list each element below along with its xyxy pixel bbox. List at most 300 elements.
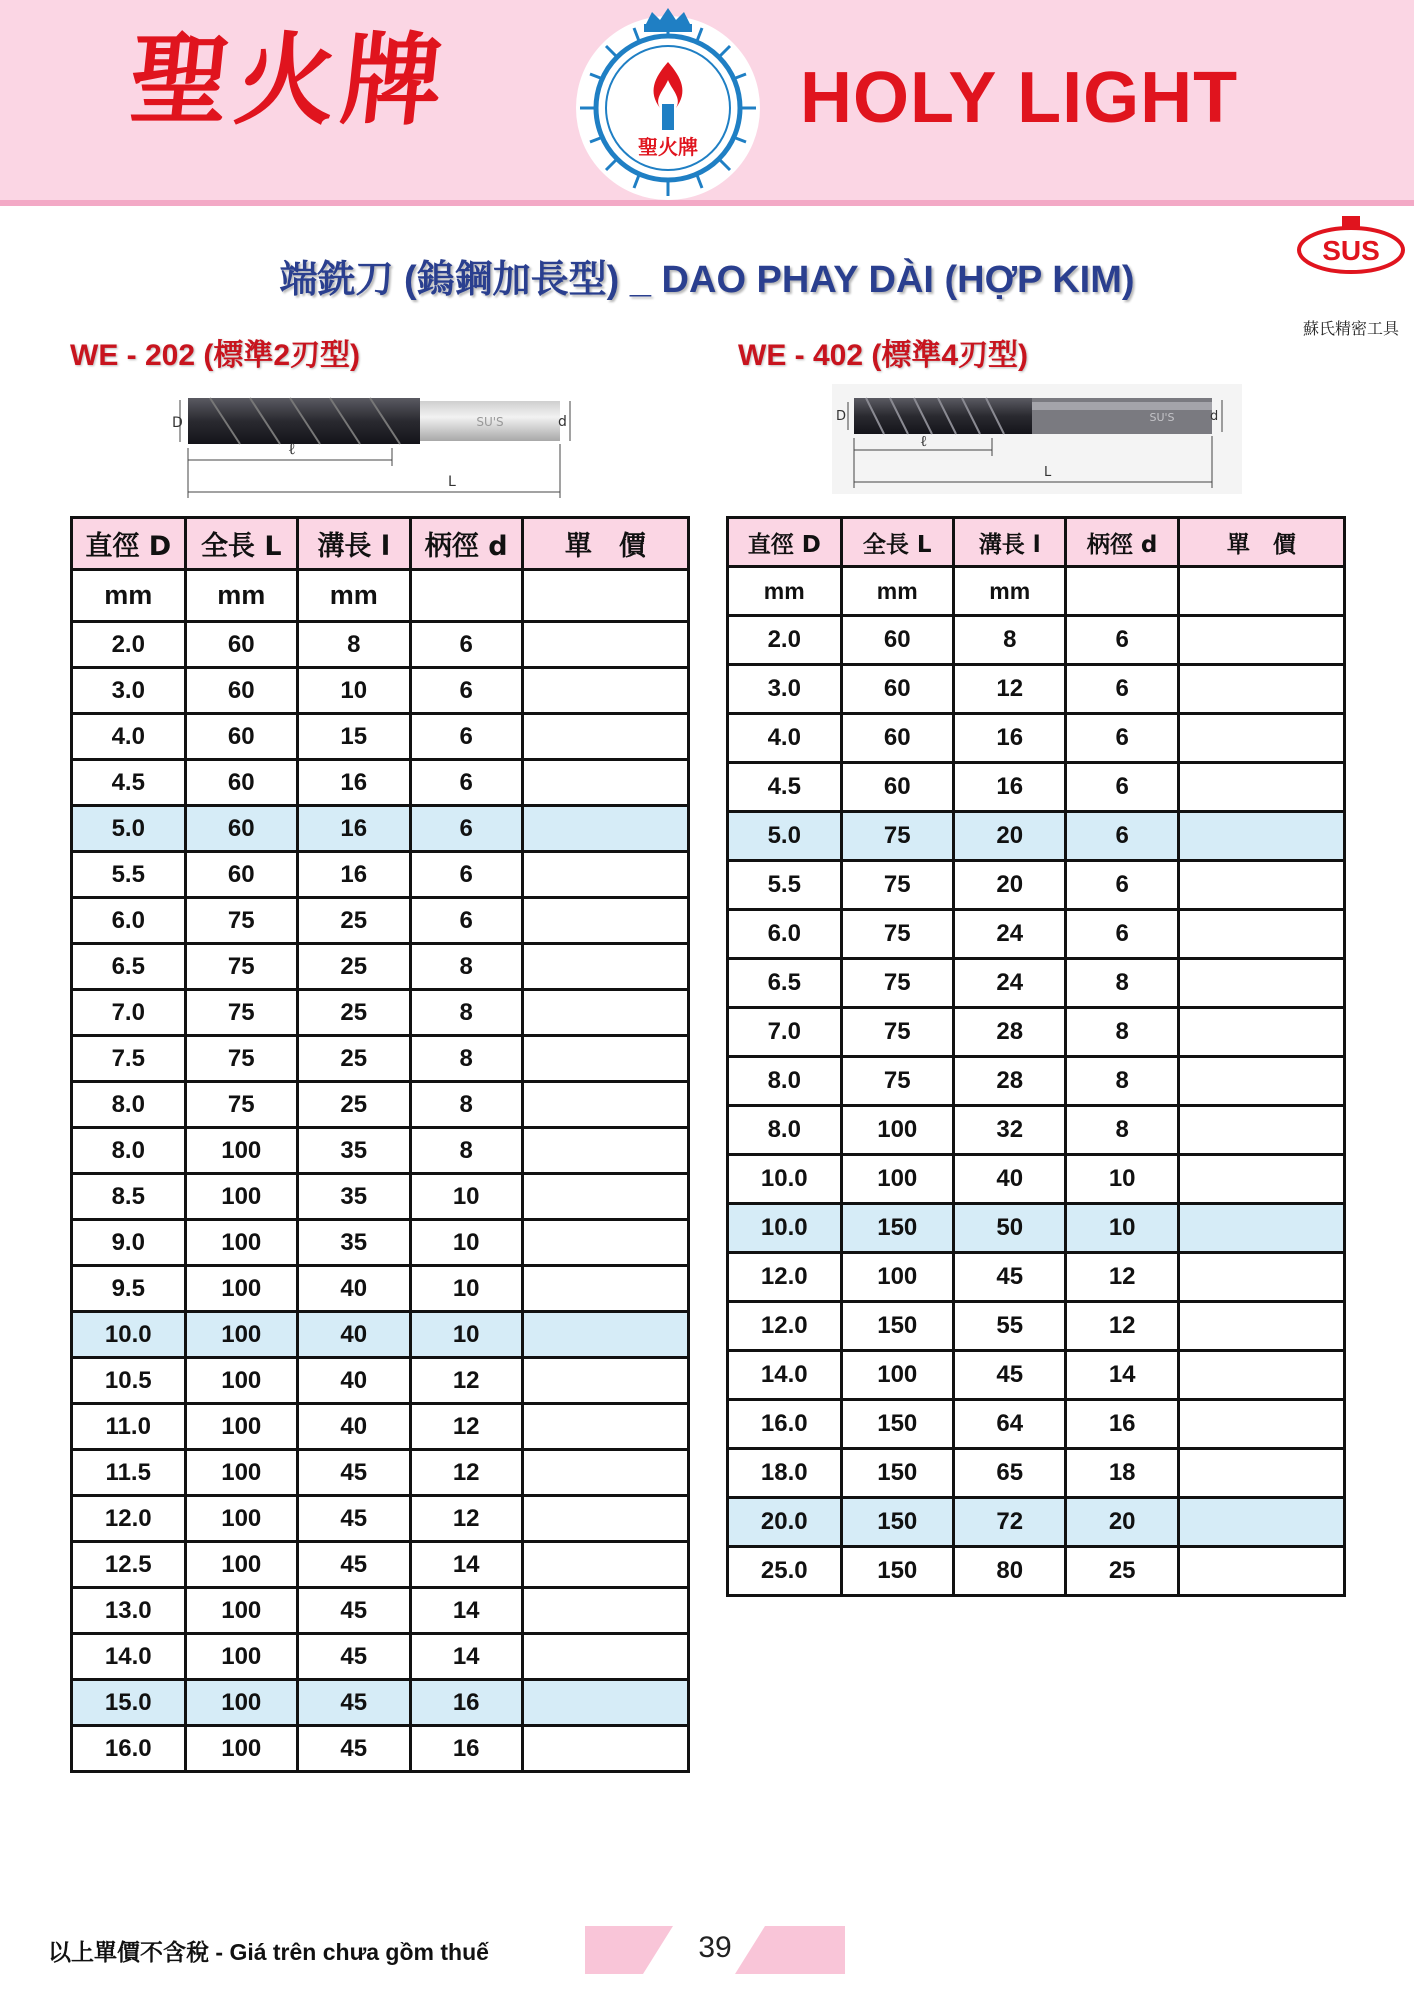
table-row	[72, 668, 689, 714]
spec-cell: 12	[410, 1450, 522, 1496]
spec-cell: 28	[954, 1008, 1066, 1057]
spec-cell: 100	[185, 1680, 298, 1726]
brand-name-chinese: 聖火牌	[123, 21, 455, 139]
spec-cell: 2.0	[728, 616, 842, 665]
price-cell	[522, 806, 688, 852]
spec-cell: 16	[954, 763, 1066, 812]
table-row	[72, 760, 689, 806]
page-title: 端銑刀 (鎢鋼加長型) _ DAO PHAY DÀI (HỢP KIM)	[279, 259, 1135, 301]
table-row	[728, 1302, 1345, 1351]
spec-cell: 40	[298, 1358, 411, 1404]
spec-cell: 100	[185, 1128, 298, 1174]
price-cell	[1178, 714, 1344, 763]
table-row	[72, 898, 689, 944]
page-number: 39	[698, 1931, 732, 1964]
price-cell	[1178, 616, 1344, 665]
spec-cell: 6	[1066, 763, 1178, 812]
spec-cell: 75	[841, 910, 953, 959]
spec-cell: 6.0	[728, 910, 842, 959]
table-row	[728, 665, 1345, 714]
supplier-name: 蘇氏精密工具	[1302, 319, 1399, 338]
spec-cell: 8	[410, 944, 522, 990]
spec-cell: 16	[298, 760, 411, 806]
table-row	[728, 1400, 1345, 1449]
price-cell	[1178, 1400, 1344, 1449]
spec-cell: 25.0	[728, 1547, 842, 1596]
spec-cell: 10.0	[728, 1155, 842, 1204]
spec-cell: 20	[954, 861, 1066, 910]
price-cell	[1178, 1057, 1344, 1106]
spec-cell: 60	[841, 763, 953, 812]
spec-cell: 12	[410, 1404, 522, 1450]
spec-cell: 20.0	[728, 1498, 842, 1547]
spec-cell: 100	[185, 1358, 298, 1404]
spec-cell: 12.0	[72, 1496, 186, 1542]
column-header: 單 價	[1178, 518, 1344, 567]
table-row	[72, 1450, 689, 1496]
spec-cell: 8	[298, 622, 411, 668]
spec-cell: 8	[1066, 1057, 1178, 1106]
table-row	[728, 812, 1345, 861]
spec-cell: 3.0	[72, 668, 186, 714]
svg-text:SU'S: SU'S	[1149, 411, 1175, 424]
table-row	[728, 1008, 1345, 1057]
spec-cell: 5.5	[728, 861, 842, 910]
spec-cell: 18	[1066, 1449, 1178, 1498]
spec-cell: 25	[298, 1036, 411, 1082]
spec-cell: 10	[410, 1312, 522, 1358]
price-cell	[522, 944, 688, 990]
price-cell	[1178, 763, 1344, 812]
spec-cell: 150	[841, 1449, 953, 1498]
price-cell	[522, 1404, 688, 1450]
spec-cell: 6	[410, 622, 522, 668]
spec-table-we202	[70, 516, 690, 1773]
unit-cell: mm	[72, 570, 186, 622]
column-header: 溝長 l	[298, 518, 411, 570]
table-row	[728, 1449, 1345, 1498]
spec-cell: 8	[410, 1128, 522, 1174]
price-cell	[522, 1588, 688, 1634]
spec-cell: 10.0	[728, 1204, 842, 1253]
price-cell	[522, 1496, 688, 1542]
spec-cell: 15.0	[72, 1680, 186, 1726]
spec-cell: 60	[185, 760, 298, 806]
spec-cell: 45	[298, 1634, 411, 1680]
spec-cell: 35	[298, 1220, 411, 1266]
spec-cell: 16.0	[728, 1400, 842, 1449]
spec-cell: 100	[185, 1174, 298, 1220]
spec-cell: 16	[410, 1680, 522, 1726]
price-cell	[522, 622, 688, 668]
spec-cell: 16	[954, 714, 1066, 763]
spec-cell: 150	[841, 1547, 953, 1596]
spec-cell: 65	[954, 1449, 1066, 1498]
spec-cell: 45	[954, 1253, 1066, 1302]
table-row	[72, 1542, 689, 1588]
unit-cell	[1066, 567, 1178, 616]
spec-cell: 60	[185, 852, 298, 898]
table-row	[728, 1057, 1345, 1106]
table-row	[72, 852, 689, 898]
spec-cell: 8.5	[72, 1174, 186, 1220]
price-cell	[1178, 959, 1344, 1008]
unit-cell: mm	[841, 567, 953, 616]
price-cell	[522, 1174, 688, 1220]
unit-cell	[410, 570, 522, 622]
spec-cell: 45	[298, 1680, 411, 1726]
spec-cell: 28	[954, 1057, 1066, 1106]
spec-cell: 40	[298, 1312, 411, 1358]
spec-cell: 75	[185, 944, 298, 990]
spec-cell: 75	[185, 1082, 298, 1128]
spec-cell: 100	[841, 1351, 953, 1400]
price-cell	[522, 1128, 688, 1174]
spec-cell: 35	[298, 1128, 411, 1174]
price-cell	[1178, 1155, 1344, 1204]
table-header-row	[728, 518, 1345, 567]
price-cell	[1178, 1547, 1344, 1596]
table-row	[728, 1204, 1345, 1253]
spec-cell: 75	[841, 861, 953, 910]
spec-cell: 60	[185, 714, 298, 760]
spec-cell: 100	[841, 1155, 953, 1204]
spec-cell: 10	[1066, 1204, 1178, 1253]
table-row	[728, 1253, 1345, 1302]
spec-cell: 12	[410, 1496, 522, 1542]
price-cell	[522, 1036, 688, 1082]
spec-cell: 60	[841, 665, 953, 714]
table-row	[728, 861, 1345, 910]
spec-cell: 60	[185, 806, 298, 852]
svg-text:d: d	[558, 414, 567, 430]
spec-cell: 4.0	[728, 714, 842, 763]
spec-cell: 50	[954, 1204, 1066, 1253]
spec-cell: 11.0	[72, 1404, 186, 1450]
spec-cell: 20	[1066, 1498, 1178, 1547]
price-cell	[1178, 1498, 1344, 1547]
column-header: 單 價	[522, 518, 688, 570]
unit-cell: mm	[298, 570, 411, 622]
price-cell	[522, 1726, 688, 1772]
spec-cell: 7.0	[728, 1008, 842, 1057]
spec-cell: 25	[298, 990, 411, 1036]
column-header: 柄徑 d	[1066, 518, 1178, 567]
spec-cell: 60	[841, 714, 953, 763]
spec-cell: 12.0	[728, 1302, 842, 1351]
spec-cell: 100	[185, 1726, 298, 1772]
spec-cell: 24	[954, 959, 1066, 1008]
price-cell	[522, 714, 688, 760]
spec-cell: 8.0	[72, 1128, 186, 1174]
price-cell	[522, 1266, 688, 1312]
svg-text:d: d	[1210, 409, 1219, 424]
spec-cell: 5.0	[72, 806, 186, 852]
spec-cell: 6	[410, 714, 522, 760]
price-cell	[522, 1312, 688, 1358]
svg-text:L: L	[1044, 465, 1052, 480]
spec-cell: 72	[954, 1498, 1066, 1547]
price-cell	[522, 1082, 688, 1128]
spec-cell: 15	[298, 714, 411, 760]
spec-cell: 6.5	[72, 944, 186, 990]
spec-cell: 150	[841, 1302, 953, 1351]
spec-cell: 7.5	[72, 1036, 186, 1082]
spec-cell: 16	[410, 1726, 522, 1772]
spec-cell: 25	[1066, 1547, 1178, 1596]
svg-text:ℓ: ℓ	[920, 432, 928, 450]
spec-cell: 9.0	[72, 1220, 186, 1266]
spec-cell: 24	[954, 910, 1066, 959]
price-cell	[522, 990, 688, 1036]
spec-cell: 45	[298, 1542, 411, 1588]
svg-text:聖火牌: 聖火牌	[638, 135, 698, 159]
spec-cell: 80	[954, 1547, 1066, 1596]
spec-cell: 11.5	[72, 1450, 186, 1496]
spec-cell: 8	[410, 990, 522, 1036]
table-row	[72, 990, 689, 1036]
spec-cell: 100	[185, 1404, 298, 1450]
price-cell	[522, 852, 688, 898]
spec-cell: 45	[298, 1496, 411, 1542]
price-cell	[522, 760, 688, 806]
unit-cell	[1178, 567, 1344, 616]
sus-logo	[1296, 214, 1406, 274]
table-row	[728, 616, 1345, 665]
spec-cell: 100	[185, 1634, 298, 1680]
spec-cell: 4.5	[72, 760, 186, 806]
spec-cell: 6.5	[728, 959, 842, 1008]
spec-cell: 100	[185, 1542, 298, 1588]
spec-cell: 40	[298, 1404, 411, 1450]
price-cell	[1178, 665, 1344, 714]
spec-cell: 35	[298, 1174, 411, 1220]
column-header: 直徑 D	[72, 518, 186, 570]
table-row	[72, 1220, 689, 1266]
spec-cell: 45	[298, 1726, 411, 1772]
table-row	[728, 910, 1345, 959]
column-header: 全長 L	[841, 518, 953, 567]
table-row	[72, 1358, 689, 1404]
spec-cell: 6	[410, 852, 522, 898]
spec-cell: 2.0	[72, 622, 186, 668]
price-cell	[522, 1542, 688, 1588]
svg-text:L: L	[448, 474, 456, 490]
spec-cell: 16	[1066, 1400, 1178, 1449]
price-cell	[1178, 1302, 1344, 1351]
price-cell	[1178, 1253, 1344, 1302]
spec-cell: 25	[298, 898, 411, 944]
spec-cell: 45	[298, 1450, 411, 1496]
spec-table-we402	[726, 516, 1346, 1597]
spec-cell: 14	[410, 1542, 522, 1588]
spec-cell: 40	[298, 1266, 411, 1312]
spec-cell: 7.0	[72, 990, 186, 1036]
spec-cell: 12	[410, 1358, 522, 1404]
column-header: 柄徑 d	[410, 518, 522, 570]
spec-cell: 8.0	[728, 1106, 842, 1155]
table-row	[72, 1082, 689, 1128]
spec-cell: 55	[954, 1302, 1066, 1351]
end-mill-4-flute-diagram	[832, 384, 1242, 494]
spec-cell: 25	[298, 944, 411, 990]
price-cell	[1178, 861, 1344, 910]
spec-cell: 10	[410, 1174, 522, 1220]
spec-cell: 6	[410, 760, 522, 806]
page-header	[0, 0, 1414, 206]
spec-cell: 8	[954, 616, 1066, 665]
spec-cell: 75	[185, 1036, 298, 1082]
spec-cell: 5.0	[728, 812, 842, 861]
table-row	[72, 1128, 689, 1174]
spec-cell: 10	[298, 668, 411, 714]
spec-cell: 6	[1066, 910, 1178, 959]
price-cell	[522, 1220, 688, 1266]
column-header: 直徑 D	[728, 518, 842, 567]
spec-cell: 40	[954, 1155, 1066, 1204]
spec-cell: 6	[410, 898, 522, 944]
svg-text:ℓ: ℓ	[288, 439, 296, 458]
table-row	[728, 1155, 1345, 1204]
spec-cell: 8	[1066, 1106, 1178, 1155]
svg-text:SUS: SUS	[1322, 235, 1380, 266]
svg-text:SU'S: SU'S	[476, 415, 504, 429]
unit-cell: mm	[728, 567, 842, 616]
spec-cell: 10.5	[72, 1358, 186, 1404]
price-cell	[1178, 1008, 1344, 1057]
tax-note: 以上單價不含稅 - Giá trên chưa gồm thuế	[48, 1939, 489, 1965]
table-row	[728, 1498, 1345, 1547]
spec-cell: 20	[954, 812, 1066, 861]
table-row	[728, 1547, 1345, 1596]
spec-cell: 10	[410, 1266, 522, 1312]
spec-cell: 8	[1066, 959, 1178, 1008]
spec-cell: 100	[185, 1450, 298, 1496]
table-row	[728, 1351, 1345, 1400]
price-cell	[1178, 1351, 1344, 1400]
unit-cell	[522, 570, 688, 622]
price-cell	[522, 668, 688, 714]
spec-cell: 14	[1066, 1351, 1178, 1400]
spec-cell: 14.0	[728, 1351, 842, 1400]
spec-cell: 6	[410, 806, 522, 852]
table-row	[728, 959, 1345, 1008]
spec-cell: 75	[185, 990, 298, 1036]
spec-cell: 10	[410, 1220, 522, 1266]
price-cell	[1178, 1106, 1344, 1155]
spec-cell: 60	[185, 622, 298, 668]
table-row	[72, 1726, 689, 1772]
unit-cell: mm	[954, 567, 1066, 616]
table-row	[72, 1174, 689, 1220]
brand-name-english: HOLY LIGHT	[800, 58, 1239, 138]
spec-cell: 32	[954, 1106, 1066, 1155]
model-label-we202: WE - 202 (標準2刃型)	[70, 339, 361, 372]
spec-cell: 8	[410, 1036, 522, 1082]
spec-cell: 8	[1066, 1008, 1178, 1057]
table-row	[72, 1680, 689, 1726]
price-cell	[522, 1450, 688, 1496]
spec-cell: 4.0	[72, 714, 186, 760]
spec-cell: 12	[954, 665, 1066, 714]
table-row	[72, 714, 689, 760]
spec-cell: 12	[1066, 1253, 1178, 1302]
spec-cell: 16.0	[72, 1726, 186, 1772]
spec-cell: 6	[1066, 616, 1178, 665]
column-header: 溝長 l	[954, 518, 1066, 567]
price-cell	[522, 1634, 688, 1680]
spec-cell: 75	[841, 959, 953, 1008]
price-cell	[522, 1680, 688, 1726]
spec-cell: 8	[410, 1082, 522, 1128]
svg-text:D: D	[836, 409, 847, 424]
table-header-row	[72, 518, 689, 570]
model-label-we402: WE - 402 (標準4刃型)	[738, 339, 1029, 372]
price-cell	[1178, 1449, 1344, 1498]
spec-cell: 6	[410, 668, 522, 714]
spec-cell: 6	[1066, 861, 1178, 910]
table-row	[728, 1106, 1345, 1155]
table-row	[72, 1496, 689, 1542]
end-mill-2-flute-diagram	[170, 382, 590, 506]
table-row	[72, 1036, 689, 1082]
spec-cell: 12.0	[728, 1253, 842, 1302]
spec-cell: 6	[1066, 665, 1178, 714]
spec-cell: 14.0	[72, 1634, 186, 1680]
spec-cell: 16	[298, 806, 411, 852]
spec-cell: 14	[410, 1588, 522, 1634]
table-row	[72, 1312, 689, 1358]
spec-cell: 6	[1066, 812, 1178, 861]
spec-cell: 60	[841, 616, 953, 665]
spec-cell: 100	[185, 1312, 298, 1358]
price-cell	[522, 1358, 688, 1404]
spec-cell: 150	[841, 1498, 953, 1547]
spec-cell: 10	[1066, 1155, 1178, 1204]
spec-cell: 13.0	[72, 1588, 186, 1634]
spec-cell: 6	[1066, 714, 1178, 763]
spec-cell: 4.5	[728, 763, 842, 812]
table-row	[72, 806, 689, 852]
spec-cell: 150	[841, 1204, 953, 1253]
price-cell	[1178, 812, 1344, 861]
table-row	[72, 1634, 689, 1680]
spec-cell: 3.0	[728, 665, 842, 714]
spec-cell: 9.5	[72, 1266, 186, 1312]
unit-row	[72, 570, 689, 622]
unit-row	[728, 567, 1345, 616]
price-cell	[522, 898, 688, 944]
table-row	[72, 1404, 689, 1450]
spec-cell: 12.5	[72, 1542, 186, 1588]
spec-cell: 18.0	[728, 1449, 842, 1498]
spec-cell: 100	[841, 1253, 953, 1302]
table-row	[72, 1588, 689, 1634]
table-row	[728, 714, 1345, 763]
table-row	[728, 763, 1345, 812]
spec-cell: 100	[185, 1588, 298, 1634]
spec-cell: 75	[841, 1057, 953, 1106]
spec-cell: 16	[298, 852, 411, 898]
spec-cell: 100	[185, 1496, 298, 1542]
spec-cell: 60	[185, 668, 298, 714]
table-row	[72, 622, 689, 668]
table-row	[72, 944, 689, 990]
table-row	[72, 1266, 689, 1312]
price-cell	[1178, 910, 1344, 959]
spec-cell: 64	[954, 1400, 1066, 1449]
spec-cell: 8.0	[72, 1082, 186, 1128]
